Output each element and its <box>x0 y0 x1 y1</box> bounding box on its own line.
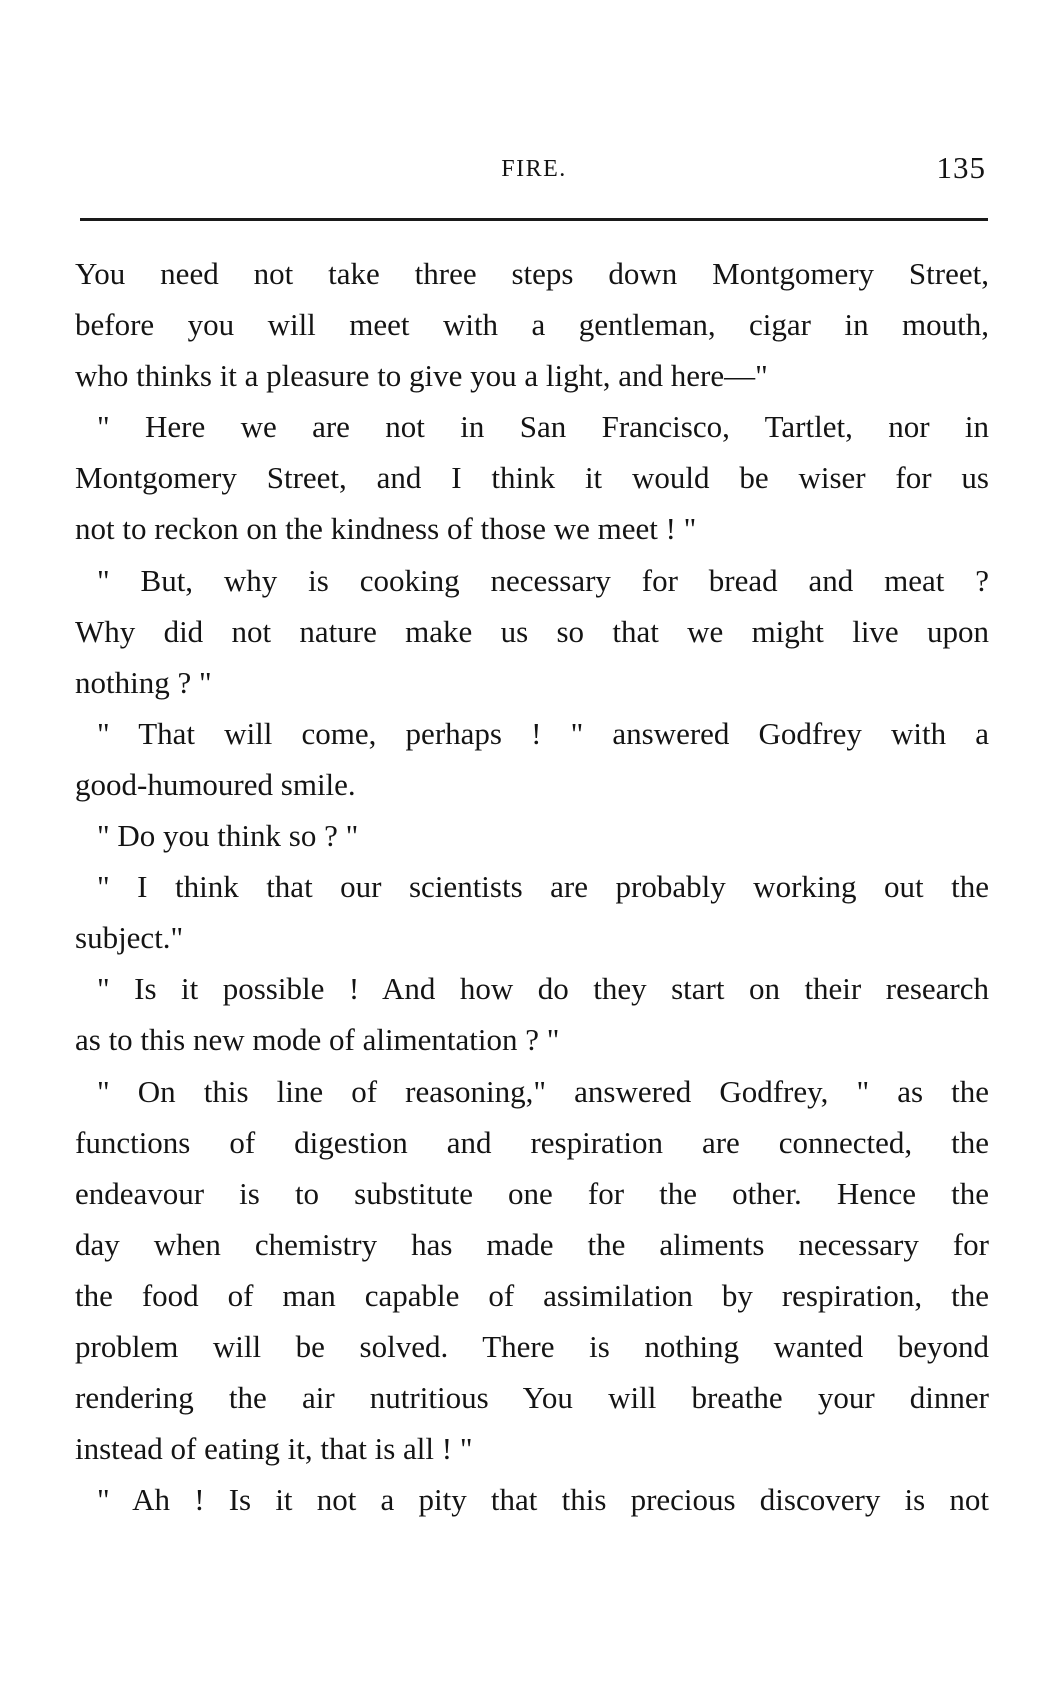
text-line: " But, why is cooking necessary for bread and meat ? <box>97 562 989 598</box>
text-line: who thinks it a pleasure to give you a light, and here—" <box>75 358 768 394</box>
text-line: " Ah ! Is it not a pity that this precious discovery is not <box>97 1482 989 1518</box>
text-line: day when chemistry has made the aliments necessary for <box>75 1226 989 1262</box>
text-line: functions of digestion and respiration are connected, the <box>75 1124 989 1160</box>
text-line: " Do you think so ? " <box>97 818 359 854</box>
text-line: instead of eating it, that is all ! " <box>75 1431 473 1467</box>
text-line: rendering the air nutritious You will breathe your dinner <box>75 1380 989 1416</box>
text-line: the food of man capable of assimilation by respiration, the <box>75 1277 989 1313</box>
text-line: You need not take three steps down Montgomery Street, <box>75 256 989 291</box>
text-line: Montgomery Street, and I think it would be wiser for us <box>75 460 989 496</box>
text-line: problem will be solved. There is nothing wanted beyond <box>75 1328 989 1364</box>
text-line: " That will come, perhaps ! " answered Godfrey with a <box>97 715 989 751</box>
body-text <box>75 248 989 1525</box>
text-line: not to reckon on the kindness of those we meet ! " <box>75 511 697 547</box>
running-title: FIRE. <box>501 156 567 182</box>
text-line: Why did not nature make us so that we might live upon <box>75 613 989 649</box>
header-rule <box>80 218 988 221</box>
text-line: " I think that our scientists are probably working out the <box>97 869 989 905</box>
text-line: before you will meet with a gentleman, cigar in mouth, <box>75 307 989 343</box>
text-line: subject." <box>75 920 184 956</box>
text-line: endeavour is to substitute one for the other. Hence the <box>75 1175 989 1211</box>
running-head <box>80 150 988 190</box>
text-line: " On this line of reasoning," answered Godfrey, " as the <box>97 1073 989 1109</box>
text-line: as to this new mode of alimentation ? " <box>75 1022 560 1058</box>
text-line: nothing ? " <box>75 664 212 700</box>
text-line: " Is it possible ! And how do they start on their research <box>97 971 989 1007</box>
text-line: " Here we are not in San Francisco, Tartlet, nor in <box>97 409 989 445</box>
page-number: 135 <box>936 150 986 185</box>
text-line: good-humoured smile. <box>75 766 356 802</box>
